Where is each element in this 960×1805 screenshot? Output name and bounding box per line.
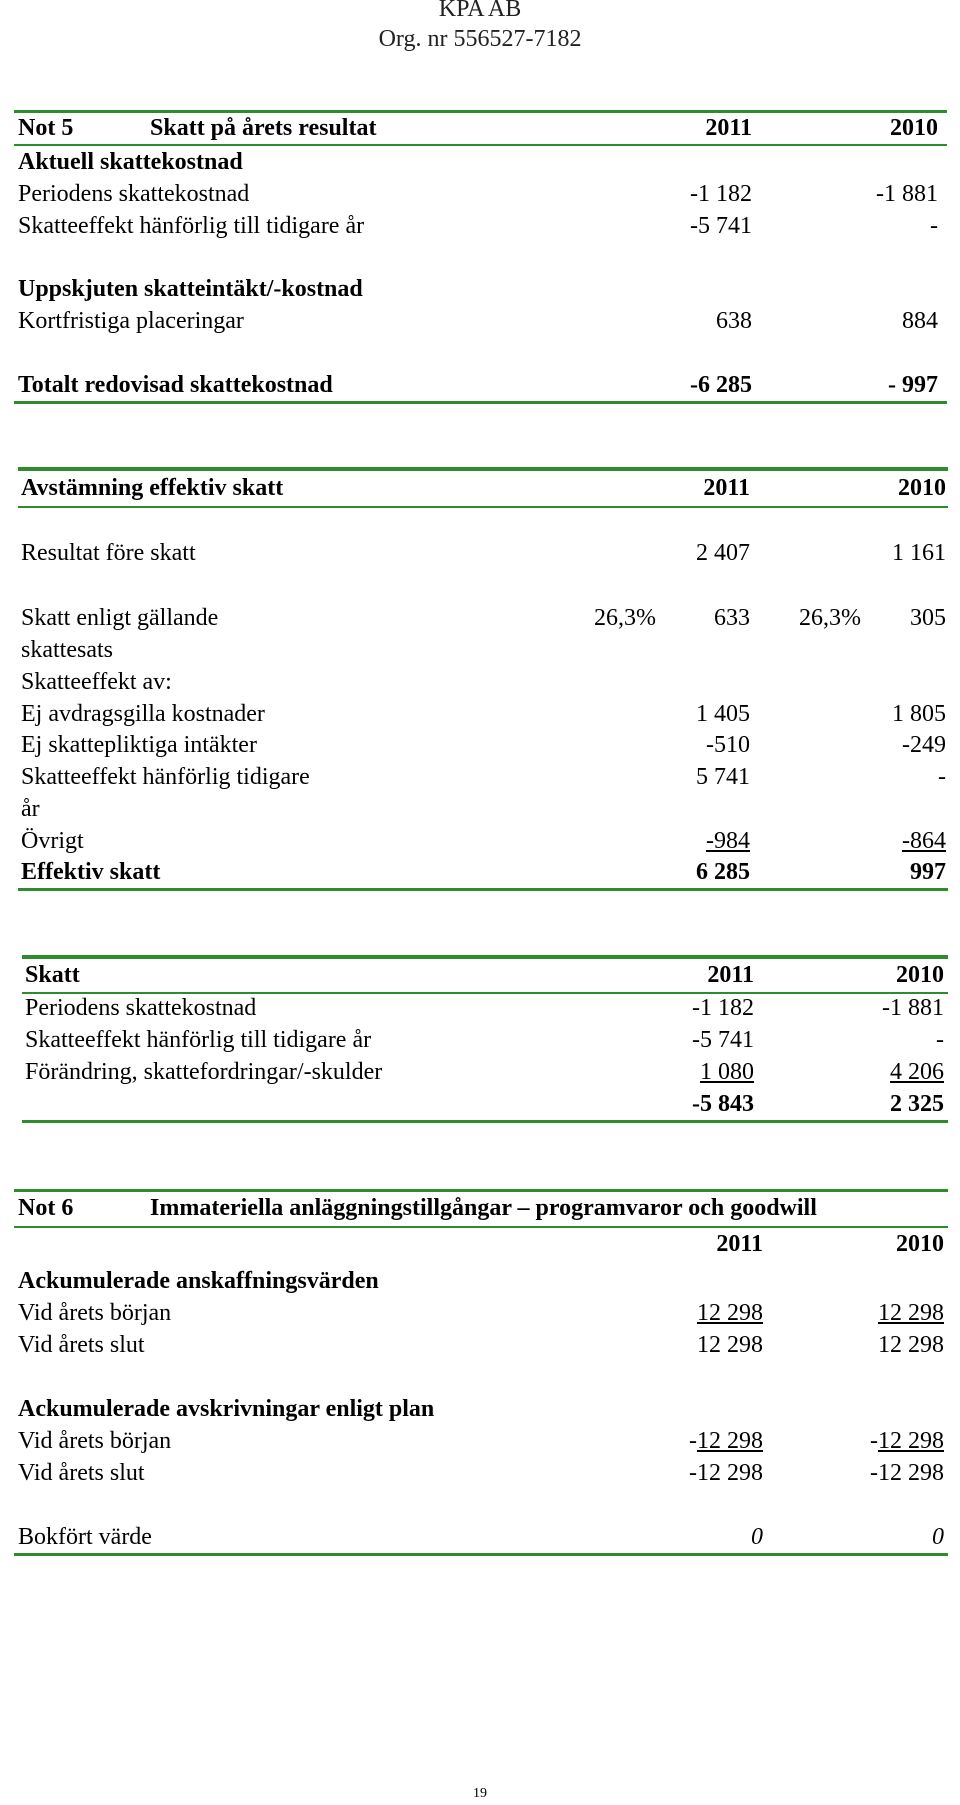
row-label: Skatteeffekt hänförlig till tidigare år [25, 1027, 372, 1053]
tax-col-2010: 2010 [896, 962, 944, 988]
note6-book-row [18, 1521, 944, 1553]
row-label: år [21, 796, 40, 822]
value-2010: - 997 [888, 372, 938, 398]
row-label: Ej skattepliktiga intäkter [21, 732, 257, 758]
note5-col-2010: 2010 [890, 115, 938, 141]
section-heading: Ackumulerade avskrivningar enligt plan [18, 1396, 435, 1422]
minus-sign: - [689, 1428, 697, 1454]
row-label: skattesats [21, 637, 113, 663]
note5-header-row [18, 112, 938, 144]
note6-title: Immateriella anläggningstillgångar – programvaror och goodwill [150, 1195, 817, 1221]
minus-sign: - [870, 1428, 878, 1454]
row-label: Kortfristiga placeringar [18, 308, 244, 334]
value-2010: -249 [902, 732, 946, 758]
note5-title: Skatt på årets resultat [150, 115, 377, 141]
table-row [21, 825, 946, 857]
table-row [18, 1457, 944, 1489]
value-2011: 6 285 [696, 859, 750, 885]
value-2010: 12 298 [878, 1332, 944, 1358]
recon-bottom-rule [18, 888, 948, 891]
recon-col-2011: 2011 [703, 475, 750, 501]
table-row [18, 1329, 944, 1361]
row-label: Övrigt [21, 828, 84, 854]
tax-title: Skatt [25, 962, 80, 988]
recon-col-2010: 2010 [898, 475, 946, 501]
recon-header-row [21, 472, 946, 504]
table-row [18, 210, 938, 242]
note5-col-2011: 2011 [705, 115, 752, 141]
note5-number: Not 5 [18, 115, 74, 141]
recon-total-row [21, 856, 946, 888]
value-2010: - [936, 1027, 944, 1053]
row-label: Skatteeffekt hänförlig tidigare [21, 764, 310, 790]
note5-bottom-rule [14, 401, 947, 404]
value-2010: 884 [902, 308, 938, 334]
tax-col-2011: 2011 [707, 962, 754, 988]
value-2011: -1 182 [690, 181, 752, 207]
value-2011: 2 407 [696, 540, 750, 566]
row-label: Periodens skattekostnad [18, 181, 250, 207]
note6-header-row [18, 1192, 944, 1224]
value-2011: 633 [714, 605, 750, 631]
value-2011: 1 080 [700, 1059, 754, 1085]
table-row [21, 729, 946, 761]
table-row [25, 1024, 944, 1056]
note6-col-header-row [18, 1228, 944, 1260]
row-label: Periodens skattekostnad [25, 995, 257, 1021]
section-heading: Aktuell skattekostnad [18, 149, 243, 175]
note6-col-2011: 2011 [716, 1231, 763, 1257]
value-2011: -5 741 [692, 1027, 754, 1053]
table-row [18, 178, 938, 210]
table-row [21, 761, 946, 793]
value-2010: - [938, 764, 946, 790]
section-heading: Ackumulerade anskaffningsvärden [18, 1268, 379, 1294]
value-2011: 12 298 [697, 1332, 763, 1358]
table-row [18, 305, 938, 337]
note6-number: Not 6 [18, 1195, 74, 1221]
value-2010: 997 [910, 859, 946, 885]
tax-bottom-rule [22, 1120, 948, 1123]
value-2010 [870, 1425, 944, 1457]
value-2011 [689, 1425, 763, 1457]
row-label: Vid årets början [18, 1300, 172, 1326]
row-label: Totalt redovisad skattekostnad [18, 372, 333, 398]
recon-header-rule [18, 506, 948, 508]
company-name: KPA AB [438, 0, 522, 22]
value-digits: 12 298 [697, 1428, 763, 1454]
value-2010: 2 325 [890, 1091, 944, 1117]
value-2010: -1 881 [882, 995, 944, 1021]
value-2011: -6 285 [690, 372, 752, 398]
page-number: 19 [473, 1786, 487, 1801]
value-2010: 305 [910, 605, 946, 631]
note6-bottom-rule [14, 1553, 948, 1556]
org-number: Org. nr 556527-7182 [378, 26, 582, 52]
value-2010: 1 805 [892, 701, 946, 727]
row-label: Effektiv skatt [21, 859, 161, 885]
value-2011: -510 [706, 732, 750, 758]
row-label: Vid årets slut [18, 1460, 145, 1486]
value-2011: -12 298 [689, 1460, 763, 1486]
row-label: Vid årets början [18, 1428, 172, 1454]
table-row [18, 1297, 944, 1329]
row-label: Förändring, skattefordringar/-skulder [25, 1059, 383, 1085]
table-row [25, 1056, 944, 1088]
note6-col-2010: 2010 [896, 1231, 944, 1257]
table-row [18, 1425, 944, 1457]
table-row [21, 537, 946, 569]
row-label: Resultat före skatt [21, 540, 196, 566]
rate-2010: 26,3% [799, 605, 861, 631]
value-2011: -984 [706, 828, 750, 854]
recon-top-rule [18, 467, 948, 471]
value-2011: 5 741 [696, 764, 750, 790]
table-row [21, 698, 946, 730]
value-2011: -5 843 [692, 1091, 754, 1117]
value-2010: -12 298 [870, 1460, 944, 1486]
value-2010: 0 [932, 1524, 944, 1550]
value-2010: 1 161 [892, 540, 946, 566]
value-2010: -1 881 [876, 181, 938, 207]
value-2011: 12 298 [697, 1300, 763, 1326]
row-label: Bokfört värde [18, 1524, 152, 1550]
row-label: Ej avdragsgilla kostnader [21, 701, 265, 727]
section-heading: Skatteeffekt av: [21, 669, 172, 695]
recon-title: Avstämning effektiv skatt [21, 475, 284, 501]
value-2010: 12 298 [878, 1300, 944, 1326]
section-heading: Uppskjuten skatteintäkt/-kostnad [18, 276, 363, 302]
tax-total-row [25, 1088, 944, 1120]
row-label: Skatt enligt gällande [21, 605, 219, 631]
value-2011: 1 405 [696, 701, 750, 727]
value-digits: 12 298 [878, 1428, 944, 1454]
table-row [21, 602, 946, 634]
value-2011: 0 [751, 1524, 763, 1550]
value-2011: -1 182 [692, 995, 754, 1021]
row-label: Skatteeffekt hänförlig till tidigare år [18, 213, 365, 239]
value-2011: 638 [716, 308, 752, 334]
rate-2011: 26,3% [594, 605, 656, 631]
note5-total-row [18, 369, 938, 401]
value-2010: 4 206 [890, 1059, 944, 1085]
value-2010: - [930, 213, 938, 239]
row-label: Vid årets slut [18, 1332, 145, 1358]
value-2010: -864 [902, 828, 946, 854]
table-row [25, 992, 944, 1024]
value-2011: -5 741 [690, 213, 752, 239]
tax-header-row [25, 959, 944, 991]
